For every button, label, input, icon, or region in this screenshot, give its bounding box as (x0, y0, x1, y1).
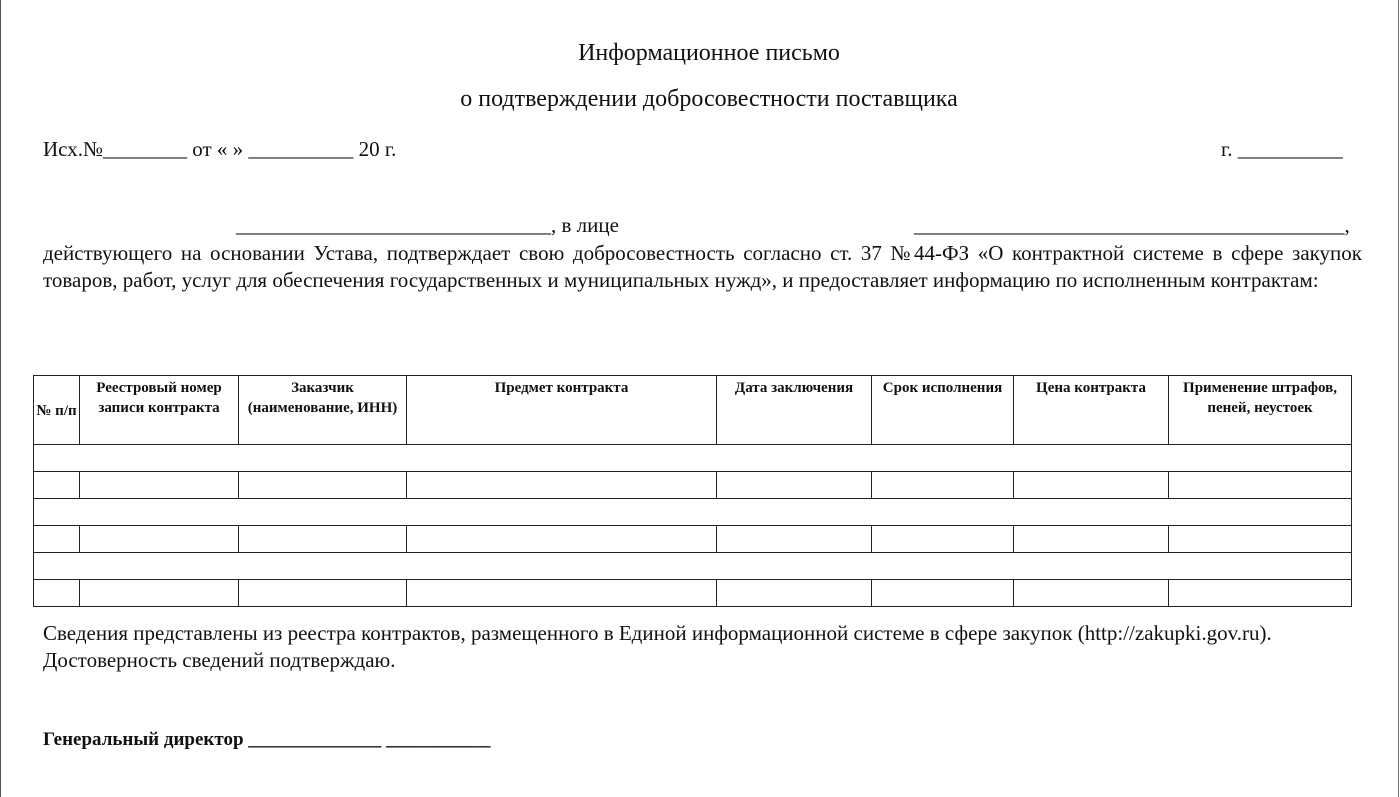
table-cell (1014, 580, 1169, 607)
table-cell (80, 526, 239, 553)
table-row (34, 526, 1352, 553)
table-cell (717, 526, 872, 553)
city-line: г. __________ (1221, 137, 1343, 161)
table-cell (1014, 472, 1169, 499)
table-merged-cell (34, 445, 1352, 472)
header-customer: Заказчик (наименование, ИНН) (239, 376, 407, 445)
footer-confirmation-line: Достоверность сведений подтверждаю. (43, 648, 396, 672)
table-row (34, 553, 1352, 580)
header-execution-term: Срок исполнения (872, 376, 1014, 445)
table-cell (34, 580, 80, 607)
page-right-edge (1398, 0, 1399, 797)
table-cell (717, 580, 872, 607)
document-title: Информационное письмо (578, 40, 840, 66)
signature-line: Генеральный директор ______________ ___________ (43, 729, 491, 750)
representative-person-line: _________________________________________, (914, 213, 1350, 237)
table-cell (872, 472, 1014, 499)
table-cell (1169, 526, 1352, 553)
document-subtitle: о подтверждении добросовестности поставщика (460, 86, 958, 112)
contracts-table (33, 375, 1352, 607)
page-left-edge (0, 0, 1, 797)
table-cell (717, 472, 872, 499)
table-cell (239, 472, 407, 499)
header-penalties: Применение штрафов, пеней, неустоек (1169, 376, 1352, 445)
header-number: № п/п (34, 376, 80, 445)
outgoing-number-line: Исх.№________ от « » __________ 20 г. (43, 137, 397, 161)
table-cell (1169, 580, 1352, 607)
table-row (34, 499, 1352, 526)
table-cell (1169, 472, 1352, 499)
table-row (34, 472, 1352, 499)
table-header-row (34, 376, 1352, 445)
table-cell (34, 526, 80, 553)
table-cell (239, 526, 407, 553)
table-cell (80, 472, 239, 499)
table-merged-cell (34, 499, 1352, 526)
table-cell (872, 526, 1014, 553)
body-paragraph: действующего на основании Устава, подтверждает свою добросовестность согласно ст. 37 №44-ФЗ «О контрактной системе в сфере закупок товаров, работ, услуг для обеспечения государственных и муниципальных нужд», и предоставляет информацию по исполненным контрактам: (43, 241, 1362, 292)
table-cell (239, 580, 407, 607)
header-registry-number: Реестровый номер записи контракта (80, 376, 239, 445)
footer-note (43, 620, 1362, 674)
table-merged-cell (34, 553, 1352, 580)
header-contract-subject: Предмет контракта (407, 376, 717, 445)
table-cell (80, 580, 239, 607)
table-cell (34, 472, 80, 499)
header-contract-price: Цена контракта (1014, 376, 1169, 445)
table-cell (872, 580, 1014, 607)
table-cell (1014, 526, 1169, 553)
table-cell (407, 526, 717, 553)
header-conclusion-date: Дата заключения (717, 376, 872, 445)
table-row (34, 580, 1352, 607)
table-row (34, 445, 1352, 472)
representative-company-line: ______________________________, в лице (236, 213, 619, 237)
table-cell (407, 580, 717, 607)
table-cell (407, 472, 717, 499)
footer-source-line: Сведения представлены из реестра контрактов, размещенного в Единой информационной системе в сфере закупок (http://zakupki.gov.ru). (43, 621, 1272, 645)
